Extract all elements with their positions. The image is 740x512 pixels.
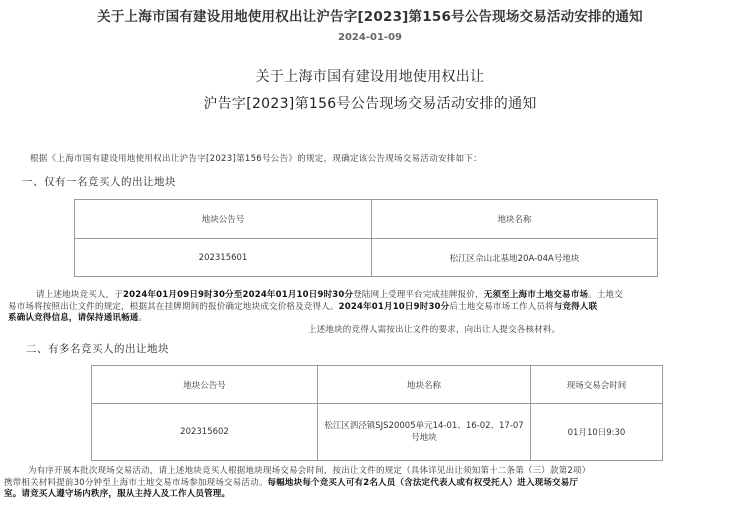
notice1-line: 上述地块的竞得人需按出让文件的要求，向出让人提交各核材料。 (308, 324, 561, 335)
column-header: 地块公告号 (75, 200, 372, 239)
trade-time-cell: 01月10日9:30 (531, 404, 663, 461)
parcel-name-cell: 松江区泗泾镇SJS20005单元14-01、16-02、17-07号地块 (318, 404, 531, 461)
notice1-line (8, 302, 740, 314)
parcel-name-cell: 松江区佘山北基地20A-04A号地块 (372, 239, 658, 277)
emphasis-text: 无须至上海市土地交易市场 (483, 290, 589, 300)
text: 。 (138, 313, 148, 323)
emphasis-text: 系确认竞得信息，请保持通讯畅通 (8, 313, 139, 323)
column-header: 地块名称 (318, 366, 531, 404)
page-title: 关于上海市国有建设用地使用权出让沪告字[2023]第156号公告现场交易活动安排的通知 (97, 9, 643, 25)
section1-heading: 一、仅有一名竞买人的出让地块 (22, 176, 176, 188)
notice1-line (8, 313, 740, 325)
table-row (92, 404, 663, 461)
table-row (75, 239, 658, 277)
notice2-line: 室。请竞买人遵守场内秩序，服从主持人及工作人员管理。 (4, 489, 231, 499)
section2-table (91, 365, 663, 461)
doc-title-line1: 关于上海市国有建设用地使用权出让 (255, 69, 485, 85)
notice2-line: 为有序开展本批次现场交易活动，请上述地块竞买人根据地块现场交易会时间，按出让文件的规定（具体详见出让须知第十二条第（三）款第2项） (28, 466, 591, 476)
notice1-line (8, 290, 740, 302)
text: 易市场将按照出让文件的规定，根据其在挂牌期间的报价确定地块成交价格及竞得人。 (8, 301, 339, 312)
emphasis-text: 每幅地块每个竞买人可有2名人员（含法定代表人或有权受托人）进入现场交易厅 (267, 477, 579, 488)
column-header: 地块公告号 (92, 366, 318, 404)
column-header: 地块名称 (372, 200, 658, 239)
text: 后土地交易市场工作人员将 (449, 301, 554, 312)
emphasis-text: 与竞得人联 (553, 301, 598, 312)
table-header-row (92, 366, 663, 404)
section2-heading: 二、有多名竞买人的出让地块 (26, 343, 169, 355)
notice2-line (4, 478, 740, 490)
column-header: 现场交易会时间 (531, 366, 663, 404)
notice1-paragraph (8, 290, 740, 336)
parcel-code-cell: 202315602 (92, 404, 318, 461)
intro-paragraph: 根据《上海市国有建设用地使用权出让沪告字[2023]第156号公告》的规定，现确定该公告现场交易活动安排如下： (30, 154, 482, 164)
text: 携带相关材料提前30分钟至上海市土地交易市场参加现场交易活动。 (4, 477, 268, 488)
parcel-code-cell: 202315601 (75, 239, 372, 277)
text: 登陆网上受理平台完成挂牌报价， (353, 290, 484, 300)
emphasis-text: 2024年01月10日9时30分 (338, 301, 450, 312)
notice2-paragraph (4, 466, 740, 501)
table-header-row (75, 200, 658, 239)
text: 请上述地块竞买人，于 (36, 290, 124, 300)
publish-date: 2024-01-09 (338, 32, 402, 43)
section1-table (74, 199, 658, 277)
emphasis-text: 2024年01月09日9时30分至2024年01月10日9时30分 (123, 290, 354, 300)
doc-title-line2: 沪告字[2023]第156号公告现场交易活动安排的通知 (203, 96, 537, 112)
text: 。土地交 (588, 290, 623, 300)
